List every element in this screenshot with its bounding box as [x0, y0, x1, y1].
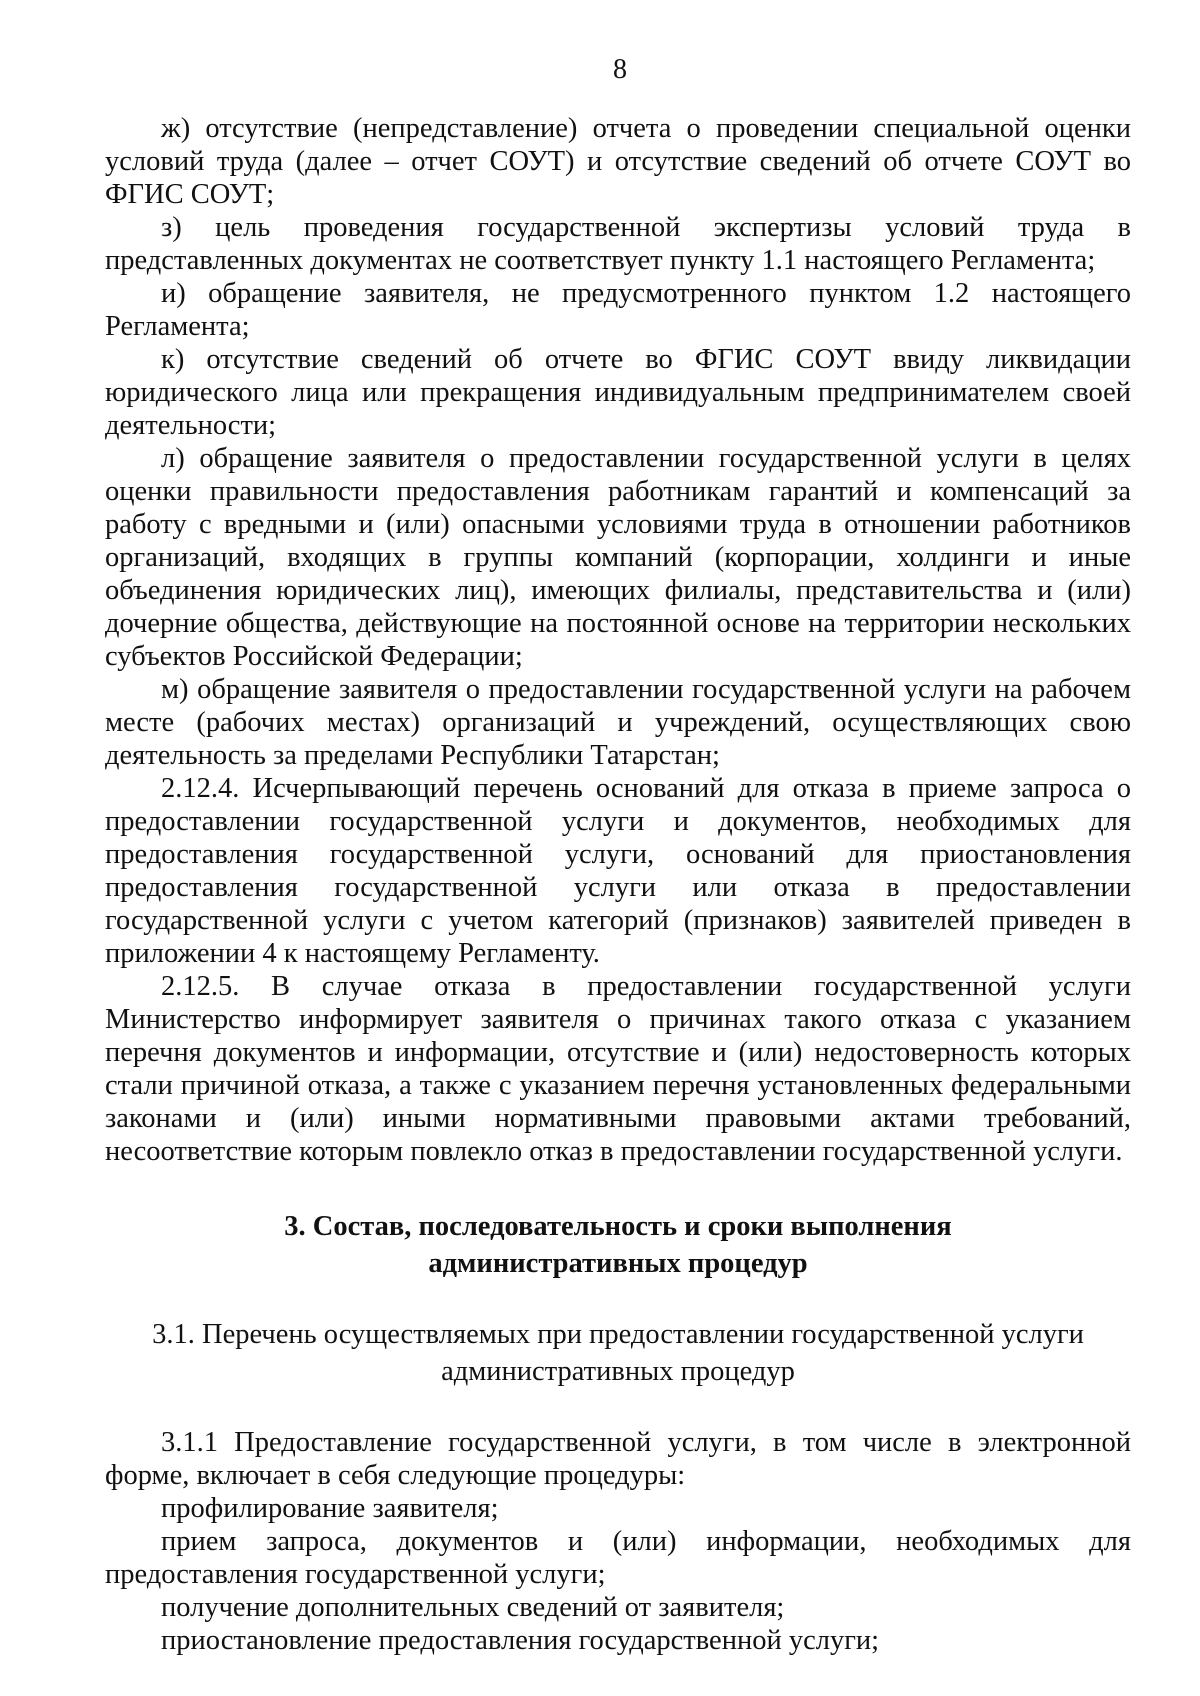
subsection-heading [105, 1316, 1131, 1390]
item-z: з) цель проведения государственной экспертизы условий труда в представленных документах не соответствует пункту 1.1 настоящего Регламента; [105, 212, 1131, 276]
item-k: к) отсутствие сведений об отчете во ФГИС СОУТ ввиду ликвидации юридического лица или прекращения индивидуальным предпринимателем своей деятельности; [105, 344, 1131, 441]
subsection-heading-line-1: 3.1. Перечень осуществляемых при предоставлении государственной услуги [152, 1319, 1084, 1350]
item-i: и) обращение заявителя, не предусмотренного пунктом 1.2 настоящего Регламента; [105, 278, 1131, 342]
clause-3-1-1: 3.1.1 Предоставление государственной услуги, в том числе в электронной форме, включает в себя следующие процедуры: [105, 1427, 1131, 1491]
clause-2-12-5: 2.12.5. В случае отказа в предоставлении государственной услуги Министерство информирует заявителя о причинах такого отказа с указанием перечня документов и информации, отсутствие и (или) недостоверность которых стали причиной отказа, а также с указанием перечня установленных федеральными законами и (или) иными нормативными правовыми актами требований, несоответствие которым повлекло отказ в предоставлении государственной услуги. [105, 971, 1131, 1167]
procedure-item: профилирование заявителя; [161, 1493, 499, 1524]
item-zh: ж) отсутствие (непредставление) отчета о проведении специальной оценки условий труда (далее – отчет СОУТ) и отсутствие сведений об отчете СОУТ во ФГИС СОУТ; [105, 113, 1131, 210]
subsection-heading-line-2: административных процедур [441, 1356, 795, 1387]
section-heading-line-1: 3. Состав, последовательность и сроки выполнения [284, 1211, 952, 1242]
section-heading-line-2: административных процедур [428, 1248, 808, 1279]
procedure-item: прием запроса, документов и (или) информации, необходимых для предоставления государственной услуги; [105, 1526, 1131, 1590]
page-content [105, 112, 1131, 1657]
item-l: л) обращение заявителя о предоставлении государственной услуги в целях оценки правильности предоставления работникам гарантий и компенсаций за работу с вредными и (или) опасными условиями труда в отношении работников организаций, входящих в группы компаний (корпорации, холдинги и иные объединения юридических лиц), имеющих филиалы, представительства и (или) дочерние общества, действующие на постоянной основе на территории нескольких субъектов Российской Федерации; [105, 443, 1131, 672]
clause-2-12-4: 2.12.4. Исчерпывающий перечень оснований для отказа в приеме запроса о предоставлении государственной услуги и документов, необходимых для предоставления государственной услуги, оснований для приостановления предоставления государственной услуги или отказа в предоставлении государственной услуги с учетом категорий (признаков) заявителей приведен в приложении 4 к настоящему Регламенту. [105, 773, 1131, 969]
section-heading [105, 1208, 1131, 1282]
item-m: м) обращение заявителя о предоставлении государственной услуги на рабочем месте (рабочих местах) организаций и учреждений, осуществляющих свою деятельность за пределами Республики Татарстан; [105, 674, 1131, 771]
page-number: 8 [613, 54, 627, 85]
procedure-item: получение дополнительных сведений от заявителя; [161, 1592, 785, 1623]
procedure-item: приостановление предоставления государственной услуги; [161, 1625, 880, 1656]
